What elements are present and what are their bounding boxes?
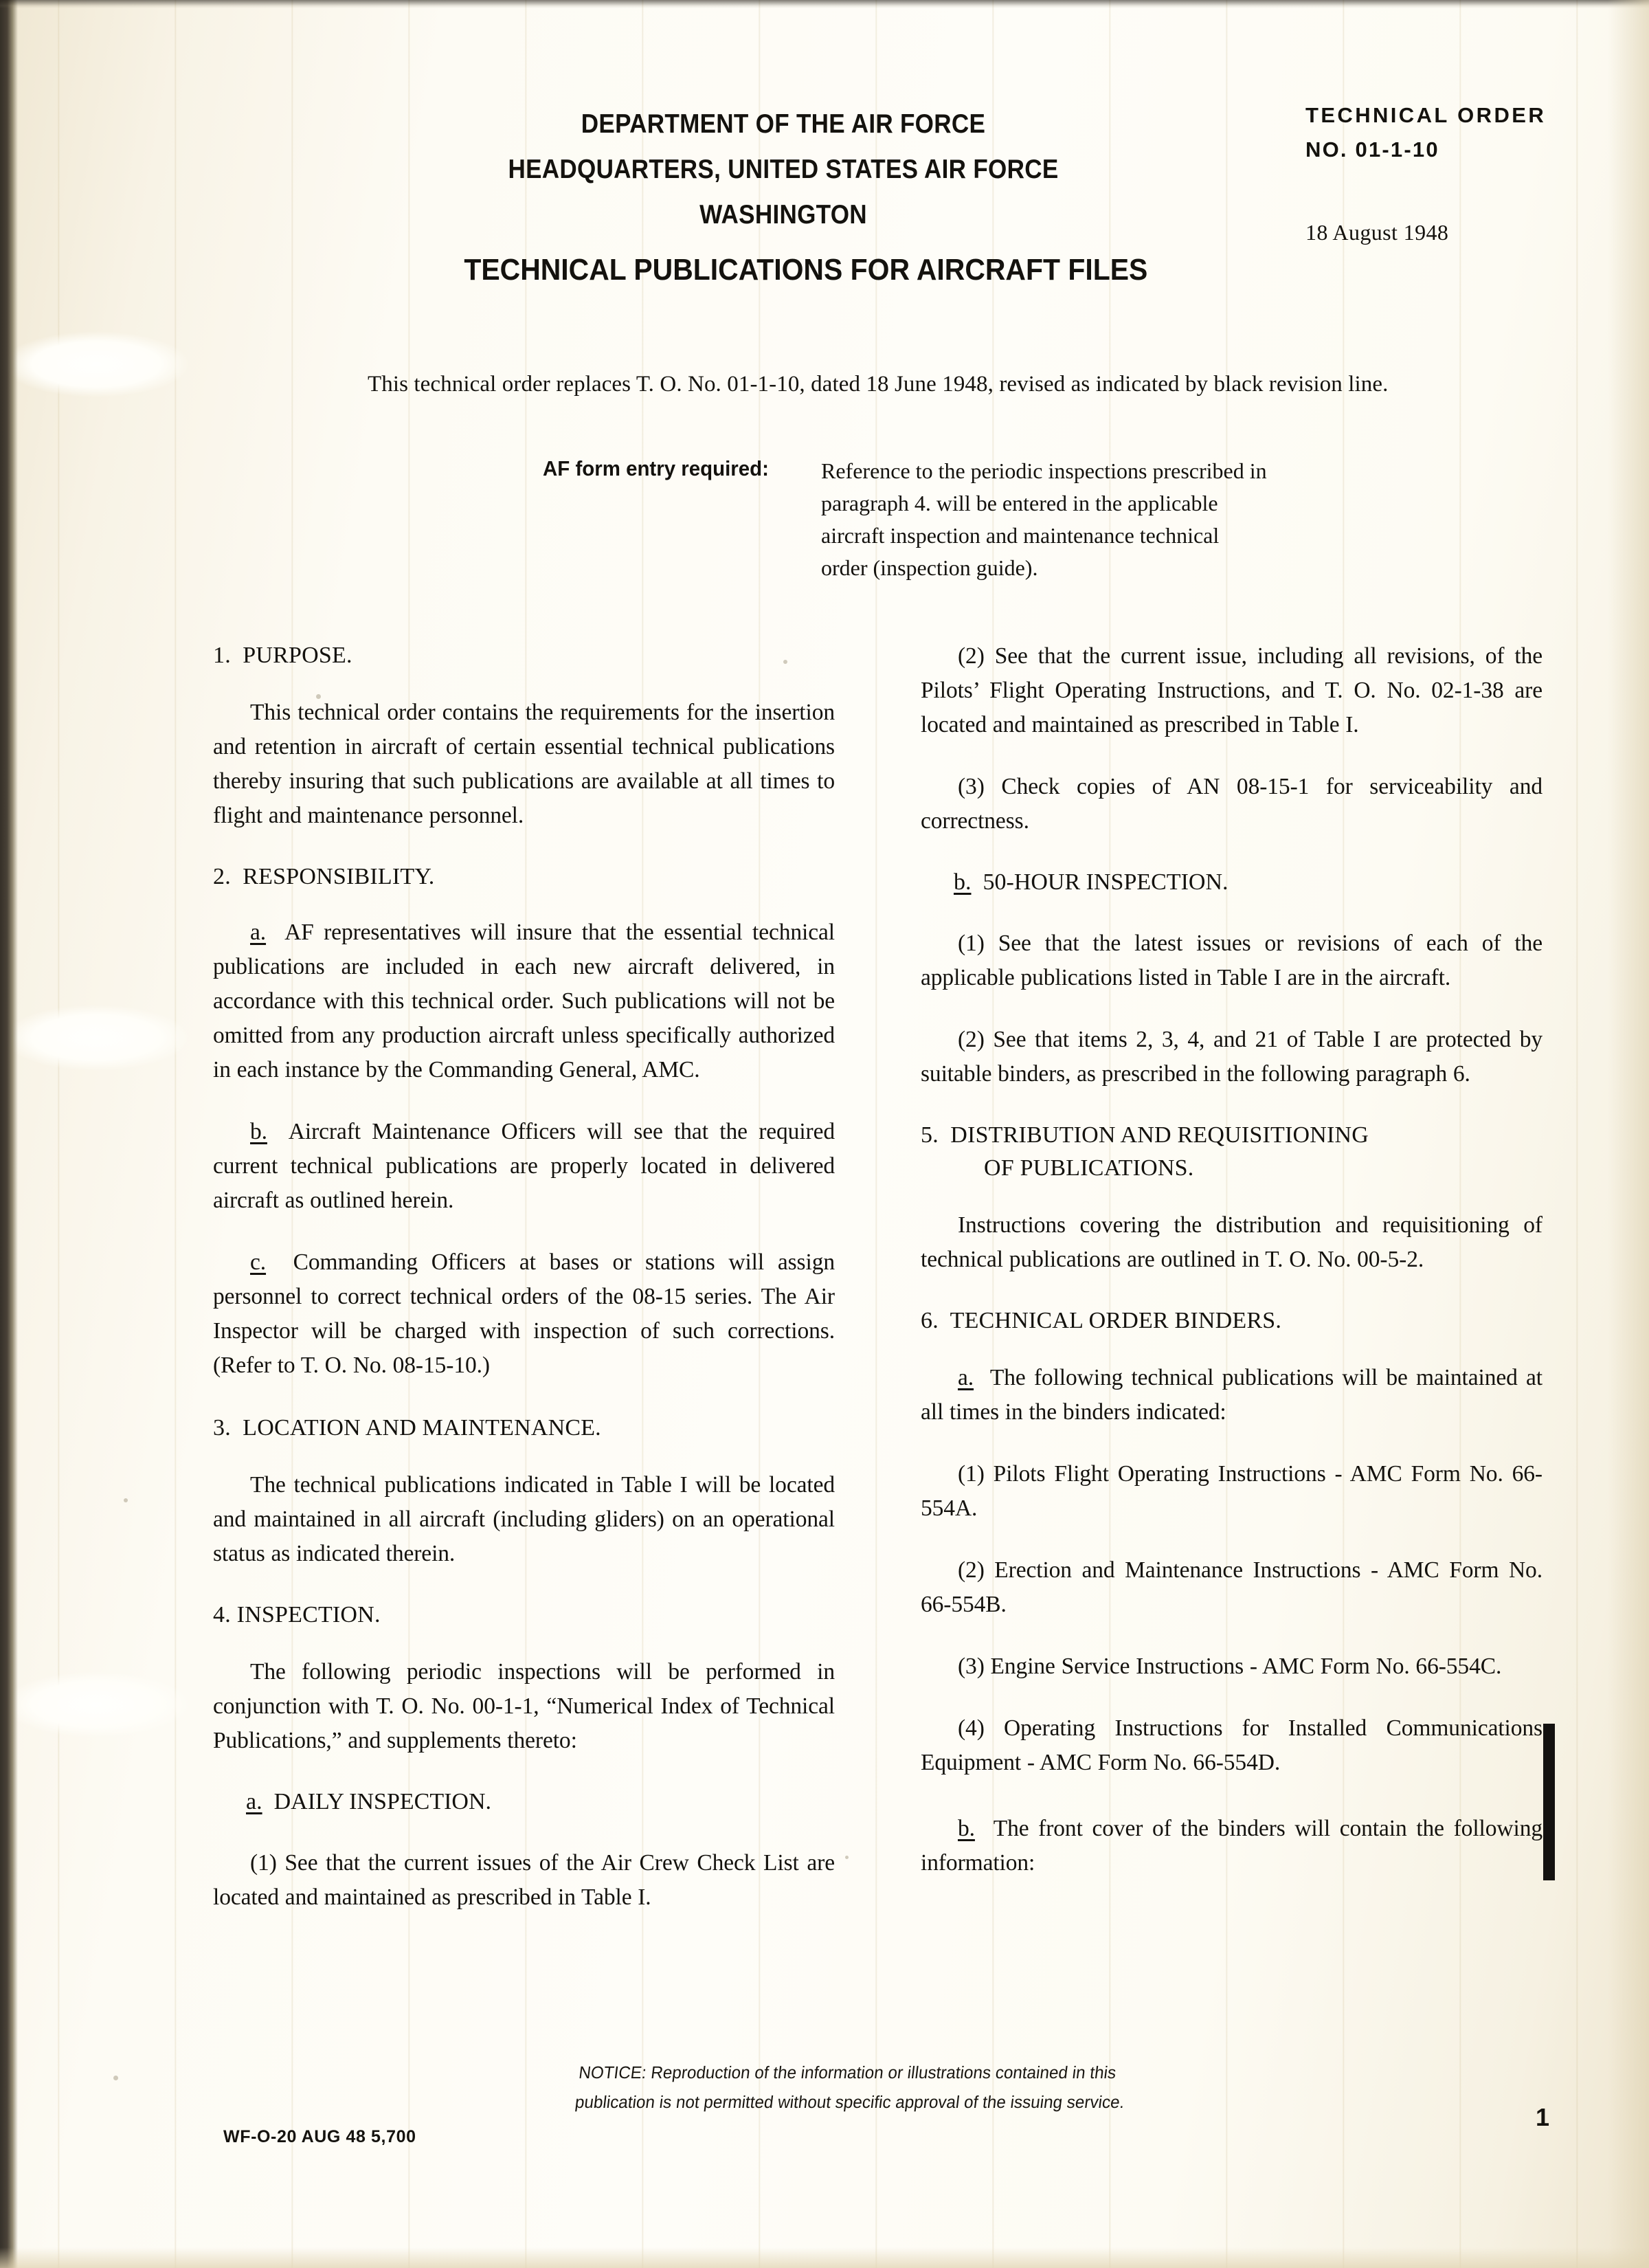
section-5 [921,1119,1543,1185]
section-3 [213,1412,835,1445]
document-date: 18 August 1948 [1305,220,1449,245]
section-1-paragraph: This technical order contains the requirements for the insertion and retention in aircraft of certain essential technical publications thereby insuring that such publications are available at all times to flight and maintenance personnel. [213,700,835,828]
section-1-body [213,696,835,833]
section-4 [213,1599,835,1632]
section-4-a-item-3 [921,770,1543,838]
section-4-a-item-2 [921,639,1543,742]
section-2 [213,860,835,893]
technical-order-label: TECHNICAL ORDER [1305,103,1547,127]
section-1 [213,639,835,672]
section-4-paragraph: The following periodic inspections will be performed in conjunction with T. O. No. 00-1-1, “Numerical Index of Technical Publications,” and supplements thereto: [213,1659,835,1753]
section-6-a-item-4 [921,1711,1543,1780]
printing-code: WF-O-20 AUG 48 5,700 [223,2127,416,2146]
section-4-b-label: b. [954,869,972,895]
section-3-body [213,1468,835,1571]
page-number: 1 [1536,2103,1550,2131]
section-4-a-item-3-text: (3) Check copies of AN 08-15-1 for serviceability and correctness. [921,774,1543,834]
section-4-b-item-2 [921,1023,1543,1091]
left-column [213,639,835,1942]
section-6-a-item-3 [921,1649,1543,1684]
section-5-body [921,1208,1543,1277]
right-column [921,639,1543,1908]
section-4-a-heading: DAILY INSPECTION. [273,1789,492,1814]
section-4-b-item-2-text: (2) See that items 2, 3, 4, and 21 of Table I are protected by suitable binders, as prescribed in the following paragraph 6. [921,1027,1543,1087]
revision-line-marker [1543,1724,1555,1880]
agency-line-headquarters: HEADQUARTERS, UNITED STATES AIR FORCE [508,155,1059,184]
section-6-a-item-4-text: (4) Operating Instructions for Installed Communications Equipment - AMC Form No. 66-554D. [921,1715,1543,1775]
page-title: TECHNICAL PUBLICATIONS FOR AIRCRAFT FILES [464,253,1148,287]
section-5-paragraph: Instructions covering the distribution and requisitioning of technical publications are outlined in T. O. No. 00-5-2. [921,1212,1543,1272]
section-2-a-label: a. [250,920,267,945]
section-2-b-text: Aircraft Maintenance Officers will see that the required current technical publications are properly located in delivered aircraft as outlined herein. [213,1119,835,1213]
section-6-a-item-3-text: (3) Engine Service Instructions - AMC Form No. 66-554C. [958,1654,1502,1679]
section-6-heading: 6. TECHNICAL ORDER BINDERS. [921,1308,1282,1333]
section-1-heading: 1. PURPOSE. [213,643,352,668]
section-3-heading: 3. LOCATION AND MAINTENANCE. [213,1415,601,1441]
section-2-c-label: c. [250,1249,267,1275]
section-4-a-item-2-text: (2) See that the current issue, including all revisions, of the Pilots’ Flight Operating Instructions, and T. O. No. 02-1-38 are located and maintained as prescribed in Table I. [921,643,1543,737]
reproduction-notice: NOTICE: Reproduction of the information or illustrations contained in this publication is not permitted without specific approval of the issuing service. [574,2063,1126,2112]
section-4-a-item-1-text: (1) See that the current issues of the Air Crew Check List are located and maintained as prescribed in Table I. [213,1850,835,1910]
technical-order-number: NO. 01-1-10 [1305,137,1439,162]
section-6-b [921,1812,1543,1880]
section-6-a-item-2 [921,1553,1543,1622]
section-6-a-item-1-text: (1) Pilots Flight Operating Instructions - AMC Form No. 66-554A. [921,1461,1543,1521]
section-5-heading-line1: 5. DISTRIBUTION AND REQUISITIONING [921,1122,1369,1148]
agency-header [474,102,1092,238]
section-4-heading: 4. INSPECTION. [213,1602,381,1627]
section-2-c [213,1245,835,1383]
section-2-a-text: AF representatives will insure that the essential technical publications are included in each new aircraft delivered, in accordance with this technical order. Such publications will not be omitted from any production aircraft unless specifically authorized in each instance by the Commanding General, AMC. [213,920,835,1082]
section-6-a-text: The following technical publications will be maintained at all times in the binders indicated: [921,1365,1543,1425]
replaces-note: This technical order replaces T. O. No. 01-1-10, dated 18 June 1948, revised as indicated by black revision line. [368,372,1389,397]
section-4-a [213,1786,835,1819]
section-4-a-label: a. [246,1789,262,1814]
section-4-b-item-1 [921,926,1543,995]
agency-line-washington: WASHINGTON [699,200,867,230]
section-4-b-item-1-text: (1) See that the latest issues or revisions of each of the applicable publications listed in Table I are in the aircraft. [921,931,1543,990]
section-4-b [921,866,1543,899]
section-5-heading-line2: OF PUBLICATIONS. [984,1155,1194,1181]
section-6 [921,1304,1543,1337]
section-6-a-item-2-text: (2) Erection and Maintenance Instructions - AMC Form No. 66-554B. [921,1557,1543,1617]
af-form-entry-text: Reference to the periodic inspections prescribed in paragraph 4. will be entered in the applicable aircraft inspection and maintenance technical order (inspection guide). [821,458,1267,580]
section-2-b-label: b. [250,1119,267,1144]
section-6-b-text: The front cover of the binders will contain the following information: [921,1816,1543,1876]
section-2-b [213,1115,835,1218]
section-2-c-text: Commanding Officers at bases or stations will assign personnel to correct technical orders of the 08-15 series. The Air Inspector will be charged with inspection of such corrections. (Refer to T. O. No. 08-15-10.) [213,1249,835,1378]
section-6-a-item-1 [921,1457,1543,1526]
section-6-a [921,1361,1543,1430]
af-form-entry-label: AF form entry required: [543,456,769,480]
section-4-body [213,1655,835,1758]
section-6-a-label: a. [958,1365,974,1390]
section-4-a-item-1 [213,1846,835,1915]
section-6-b-label: b. [958,1816,975,1841]
section-3-paragraph: The technical publications indicated in Table I will be located and maintained in all aircraft (including gliders) on an operational status as indicated therein. [213,1472,835,1566]
section-2-a [213,915,835,1087]
section-2-heading: 2. RESPONSIBILITY. [213,864,435,889]
agency-line-department: DEPARTMENT OF THE AIR FORCE [581,109,986,139]
section-4-b-heading: 50-HOUR INSPECTION. [983,869,1229,895]
